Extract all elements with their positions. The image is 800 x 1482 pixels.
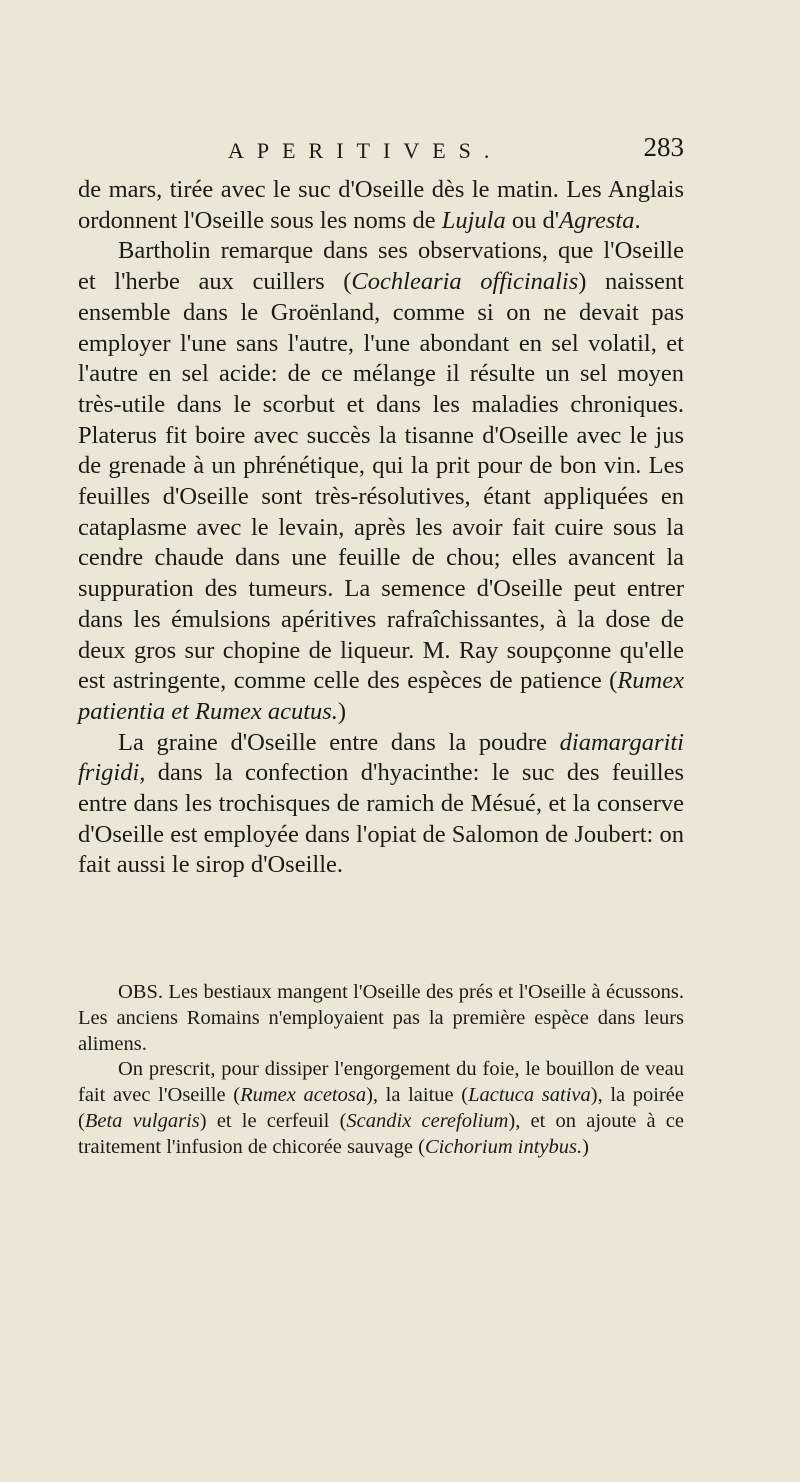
text-run: )	[582, 1135, 589, 1158]
italic-text: Agresta	[559, 206, 635, 234]
running-title: APERITIVES.	[228, 138, 503, 163]
text-run: )	[337, 697, 347, 725]
text-run: ) et le cerfeuil (	[199, 1109, 347, 1132]
italic-text: diamargariti frigidi	[78, 728, 684, 787]
text-run: ), la poirée (	[78, 1084, 685, 1132]
paragraph	[78, 175, 684, 236]
text-run: , dans la confection d'hyacinthe: le suc des feuilles entre dans les trochisques de ramich de Mésué, et la conserve d'Oseille est employée dans l'opiat de Salomon de Joubert: on fait aussi le sirop d'Oseille.	[78, 759, 684, 879]
text-run: ) naissent ensemble dans le Groënland, comme si on ne devait pas employer l'une sans l'autre, l'une abondant en sel volatil, et l'autre en sel acide: de ce mélange il résulte un sel moyen très-utile dans le scorbut et dans les maladies chroniques. Platerus fit boire avec succès la tisanne d'Oseille avec le jus de grenade à un phrénétique, qui la prit pour de bon vin. Les feuilles d'Oseille sont très-résolutives, étant appliquées en cataplasme avec le levain, après les avoir fait cuire sous la cendre chaude dans une feuille de chou; elles avancent la suppuration des tumeurs. La semence d'Oseille peut entrer dans les émulsions apéritives rafraîchissantes, à la dose de deux gros sur chopine de liqueur. M. Ray soupçonne qu'elle est astringente, comme celle des espèces de patience (	[78, 268, 684, 695]
note-paragraph	[78, 980, 684, 1057]
text-run: .	[634, 206, 641, 234]
text-run: Bartholin remarque dans ses observations, que l'Oseille et l'herbe aux cuillers (	[78, 237, 684, 296]
text-run: de mars, tirée avec le suc d'Oseille dès le matin. Les Anglais ordonnent l'Oseille sous les noms de	[78, 176, 684, 234]
paragraph	[78, 236, 684, 727]
italic-text: Rumex patientia et Rumex acutus.	[78, 667, 684, 725]
paragraph	[78, 728, 684, 882]
text-run: ), et on ajoute à ce traitement l'infusion de chicorée sauvage (	[78, 1109, 684, 1158]
main-text	[78, 175, 684, 881]
text-run: OBS. Les bestiaux mangent l'Oseille des prés et l'Oseille à écussons. Les anciens Romains n'employaient pas la première espèce dans leurs alimens.	[78, 981, 684, 1055]
text-run: ou d'	[505, 206, 560, 234]
italic-text: Cichorium intybus.	[424, 1135, 583, 1158]
text-run: On prescrit, pour dissiper l'engorgement du foie, le bouillon de veau fait avec l'Oseille (	[78, 1058, 684, 1107]
page-number: 283	[643, 132, 684, 162]
italic-text: Rumex acetosa	[240, 1084, 367, 1107]
text-run: La graine d'Oseille entre dans la poudre	[118, 728, 560, 756]
italic-text: Lujula	[441, 206, 506, 234]
text-run: ), la laitue (	[366, 1084, 469, 1107]
observations-note	[78, 980, 684, 1161]
note-paragraph	[78, 1057, 684, 1160]
page-header	[78, 132, 684, 172]
italic-text: Lactuca sativa	[468, 1084, 591, 1107]
italic-text: Cochlearia officinalis	[351, 268, 579, 296]
italic-text: Beta vulgaris	[84, 1109, 200, 1132]
italic-text: Scandix cerefolium	[346, 1109, 509, 1132]
